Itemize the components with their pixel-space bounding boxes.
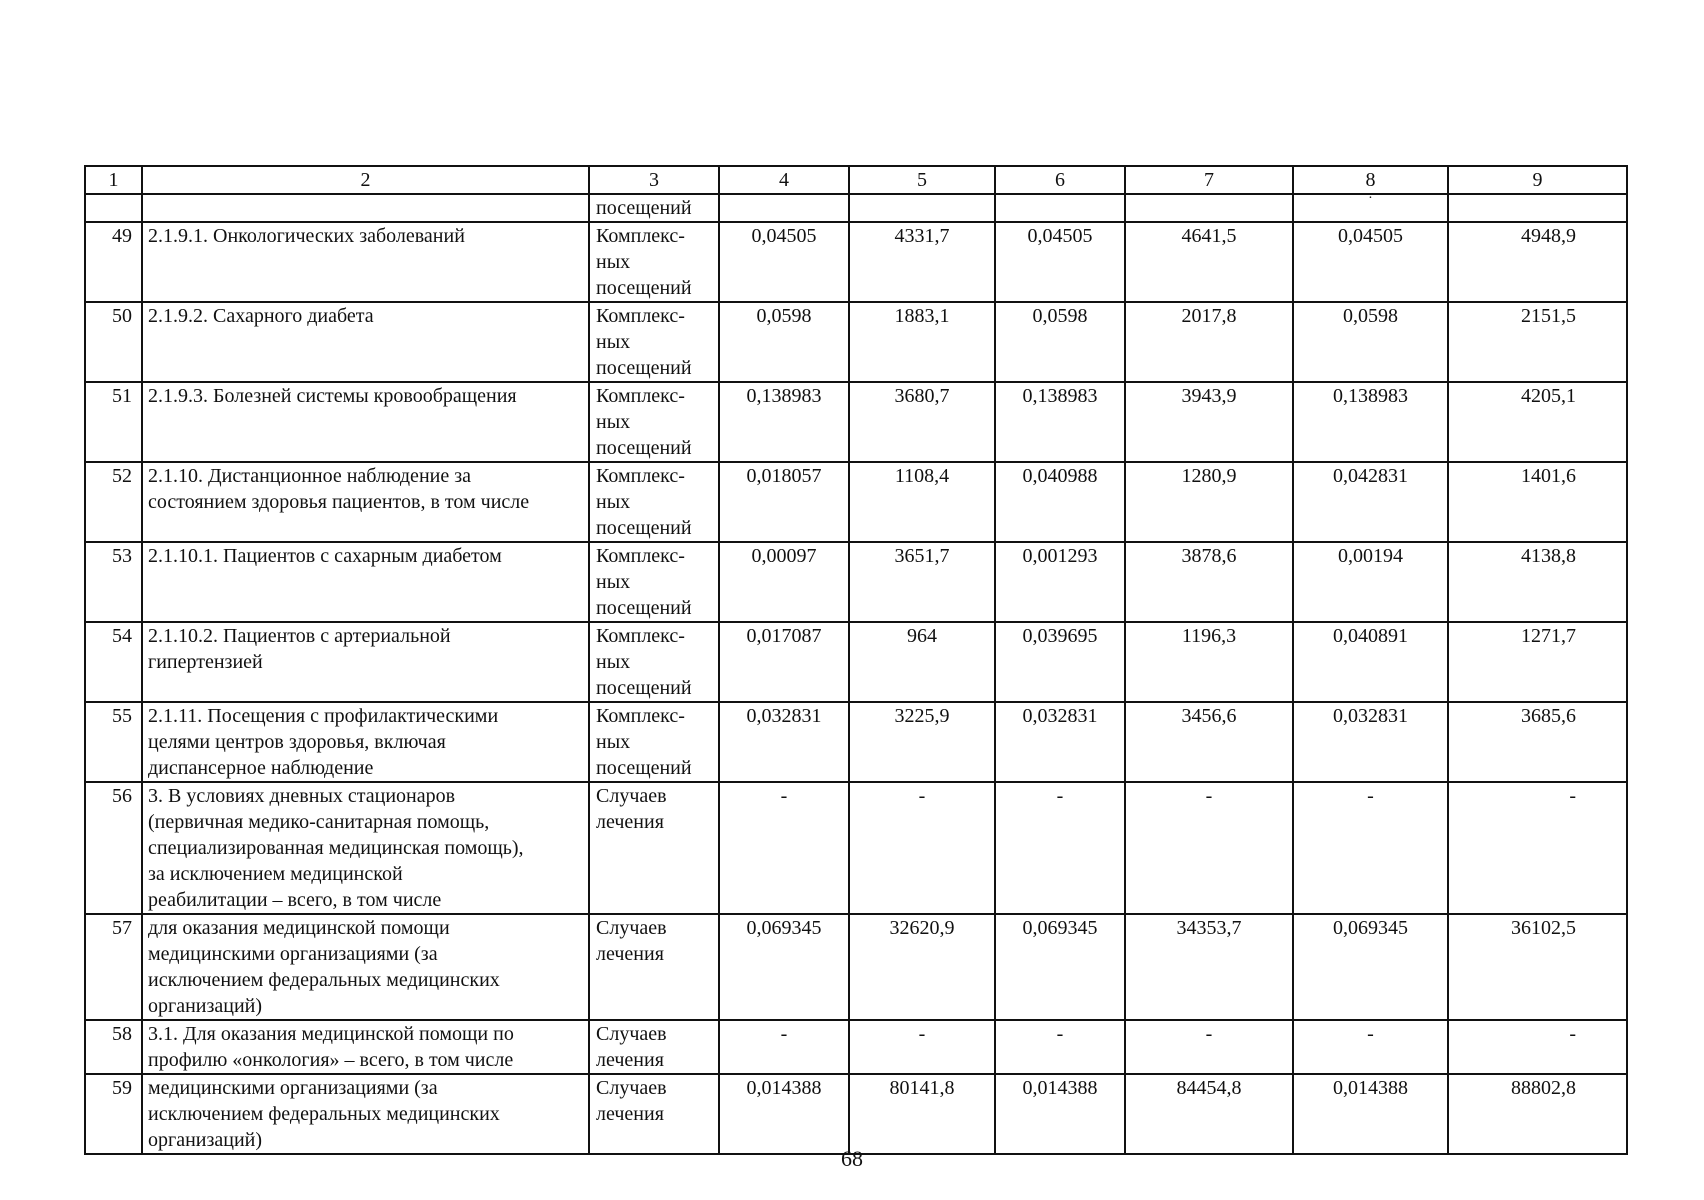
value-col-8: - <box>1293 1020 1448 1074</box>
value-col-9: 4138,8 <box>1448 542 1627 622</box>
page-number: 68 <box>841 1146 863 1171</box>
column-header: 4 <box>719 166 849 194</box>
indicator-name: 2.1.11. Посещения с профилактическими целями центров здоровья, включая диспансерное наблюдение <box>142 702 589 782</box>
unit-of-measure: Случаев лечения <box>589 1020 719 1074</box>
column-header: 6 <box>995 166 1125 194</box>
value-col-8: 0,0598 <box>1293 302 1448 382</box>
table-row <box>85 702 1627 782</box>
value-col-4: 0,032831 <box>719 702 849 782</box>
unit-of-measure: Комплекс- ных посещений <box>589 702 719 782</box>
row-number: 56 <box>85 782 142 914</box>
value-col-6: 0,04505 <box>995 222 1125 302</box>
value-col-9: 4948,9 <box>1448 222 1627 302</box>
column-header: 3 <box>589 166 719 194</box>
value-col-7: - <box>1125 1020 1293 1074</box>
value-col-5: - <box>849 1020 995 1074</box>
row-number: 58 <box>85 1020 142 1074</box>
indicator-name: 2.1.10.1. Пациентов с сахарным диабетом <box>142 542 589 622</box>
value-col-4: 0,014388 <box>719 1074 849 1154</box>
value-col-9: 36102,5 <box>1448 914 1627 1020</box>
table-row <box>85 1020 1627 1074</box>
value-col-6: - <box>995 1020 1125 1074</box>
indicator-name: 2.1.9.1. Онкологических заболеваний <box>142 222 589 302</box>
value-col-5: 964 <box>849 622 995 702</box>
value-col-6: 0,032831 <box>995 702 1125 782</box>
indicator-name: 3. В условиях дневных стационаров (первичная медико-санитарная помощь, специализированная медицинская помощь), за исключением медицинской реабилитации – всего, в том числе <box>142 782 589 914</box>
value-col-8: 0,069345 <box>1293 914 1448 1020</box>
row-number: 52 <box>85 462 142 542</box>
value-col-4: 0,0598 <box>719 302 849 382</box>
table-row <box>85 782 1627 914</box>
table-row <box>85 1074 1627 1154</box>
value-col-5: 1108,4 <box>849 462 995 542</box>
value-col-5: 3680,7 <box>849 382 995 462</box>
row-number: 50 <box>85 302 142 382</box>
column-header: 2 <box>142 166 589 194</box>
unit-of-measure: Комплекс- ных посещений <box>589 302 719 382</box>
column-header: 5 <box>849 166 995 194</box>
stray-mark: · <box>1368 194 1373 206</box>
unit-of-measure: Комплекс- ных посещений <box>589 542 719 622</box>
value-col-7: 2017,8 <box>1125 302 1293 382</box>
indicator-name: для оказания медицинской помощи медицинскими организациями (за исключением федеральных медицинских организаций) <box>142 914 589 1020</box>
value-col-6: - <box>995 782 1125 914</box>
unit-of-measure: Комплекс- ных посещений <box>589 462 719 542</box>
value-col-4: 0,018057 <box>719 462 849 542</box>
data-table <box>84 165 1628 1155</box>
value-col-6: 0,014388 <box>995 1074 1125 1154</box>
indicator-name: 2.1.9.3. Болезней системы кровообращения <box>142 382 589 462</box>
value-col-8: 0,00194 <box>1293 542 1448 622</box>
value-col-5: 80141,8 <box>849 1074 995 1154</box>
value-col-4: 0,138983 <box>719 382 849 462</box>
value-col-5: 3651,7 <box>849 542 995 622</box>
unit-of-measure: Случаев лечения <box>589 914 719 1020</box>
value-col-4: - <box>719 1020 849 1074</box>
unit-of-measure: Комплекс- ных посещений <box>589 222 719 302</box>
value-col-6: 0,040988 <box>995 462 1125 542</box>
value-col-7: - <box>1125 782 1293 914</box>
value-col-7: 3456,6 <box>1125 702 1293 782</box>
table-row <box>85 622 1627 702</box>
value-col-8: 0,032831 <box>1293 702 1448 782</box>
table-row <box>85 222 1627 302</box>
indicator-name: 2.1.10. Дистанционное наблюдение за состоянием здоровья пациентов, в том числе <box>142 462 589 542</box>
value-col-6: 0,069345 <box>995 914 1125 1020</box>
unit-of-measure: Случаев лечения <box>589 782 719 914</box>
value-col-4: 0,017087 <box>719 622 849 702</box>
value-col-9: 4205,1 <box>1448 382 1627 462</box>
value-col-5: 32620,9 <box>849 914 995 1020</box>
row-number: 53 <box>85 542 142 622</box>
indicator-name: медицинскими организациями (за исключением федеральных медицинских организаций) <box>142 1074 589 1154</box>
column-header: 9 <box>1448 166 1627 194</box>
value-col-4: 0,04505 <box>719 222 849 302</box>
row-number: 49 <box>85 222 142 302</box>
value-col-8: 0,014388 <box>1293 1074 1448 1154</box>
value-col-7: 34353,7 <box>1125 914 1293 1020</box>
value-col-6: 0,138983 <box>995 382 1125 462</box>
value-col-8: 0,04505 <box>1293 222 1448 302</box>
table-row <box>85 302 1627 382</box>
value-col-9: 88802,8 <box>1448 1074 1627 1154</box>
value-col-9: - <box>1448 782 1627 914</box>
indicator-name: 3.1. Для оказания медицинской помощи по профилю «онкология» – всего, в том числе <box>142 1020 589 1074</box>
continuation-row <box>85 194 1627 222</box>
value-col-8: 0,042831 <box>1293 462 1448 542</box>
value-col-8: - <box>1293 782 1448 914</box>
header-row <box>85 166 1627 194</box>
value-col-6: 0,039695 <box>995 622 1125 702</box>
row-number: 51 <box>85 382 142 462</box>
value-col-4: 0,00097 <box>719 542 849 622</box>
value-col-5: 4331,7 <box>849 222 995 302</box>
table-row <box>85 914 1627 1020</box>
table-row <box>85 382 1627 462</box>
value-col-7: 3878,6 <box>1125 542 1293 622</box>
value-col-6: 0,001293 <box>995 542 1125 622</box>
row-number: 55 <box>85 702 142 782</box>
column-header: 8 <box>1293 166 1448 194</box>
value-col-7: 1196,3 <box>1125 622 1293 702</box>
value-col-9: 1401,6 <box>1448 462 1627 542</box>
value-col-7: 4641,5 <box>1125 222 1293 302</box>
value-col-4: 0,069345 <box>719 914 849 1020</box>
value-col-8: 0,138983 <box>1293 382 1448 462</box>
column-header: 7 <box>1125 166 1293 194</box>
continuation-unit: посещений <box>589 194 719 222</box>
value-col-9: 1271,7 <box>1448 622 1627 702</box>
value-col-7: 3943,9 <box>1125 382 1293 462</box>
value-col-7: 1280,9 <box>1125 462 1293 542</box>
row-number: 57 <box>85 914 142 1020</box>
value-col-9: - <box>1448 1020 1627 1074</box>
value-col-6: 0,0598 <box>995 302 1125 382</box>
row-number: 59 <box>85 1074 142 1154</box>
table-row <box>85 542 1627 622</box>
value-col-5: 1883,1 <box>849 302 995 382</box>
value-col-5: 3225,9 <box>849 702 995 782</box>
value-col-9: 3685,6 <box>1448 702 1627 782</box>
row-number: 54 <box>85 622 142 702</box>
indicator-name: 2.1.9.2. Сахарного диабета <box>142 302 589 382</box>
value-col-5: - <box>849 782 995 914</box>
table-row <box>85 462 1627 542</box>
unit-of-measure: Комплекс- ных посещений <box>589 622 719 702</box>
column-header: 1 <box>85 166 142 194</box>
value-col-7: 84454,8 <box>1125 1074 1293 1154</box>
unit-of-measure: Комплекс- ных посещений <box>589 382 719 462</box>
indicator-name: 2.1.10.2. Пациентов с артериальной гипертензией <box>142 622 589 702</box>
value-col-9: 2151,5 <box>1448 302 1627 382</box>
unit-of-measure: Случаев лечения <box>589 1074 719 1154</box>
value-col-8: 0,040891 <box>1293 622 1448 702</box>
value-col-4: - <box>719 782 849 914</box>
